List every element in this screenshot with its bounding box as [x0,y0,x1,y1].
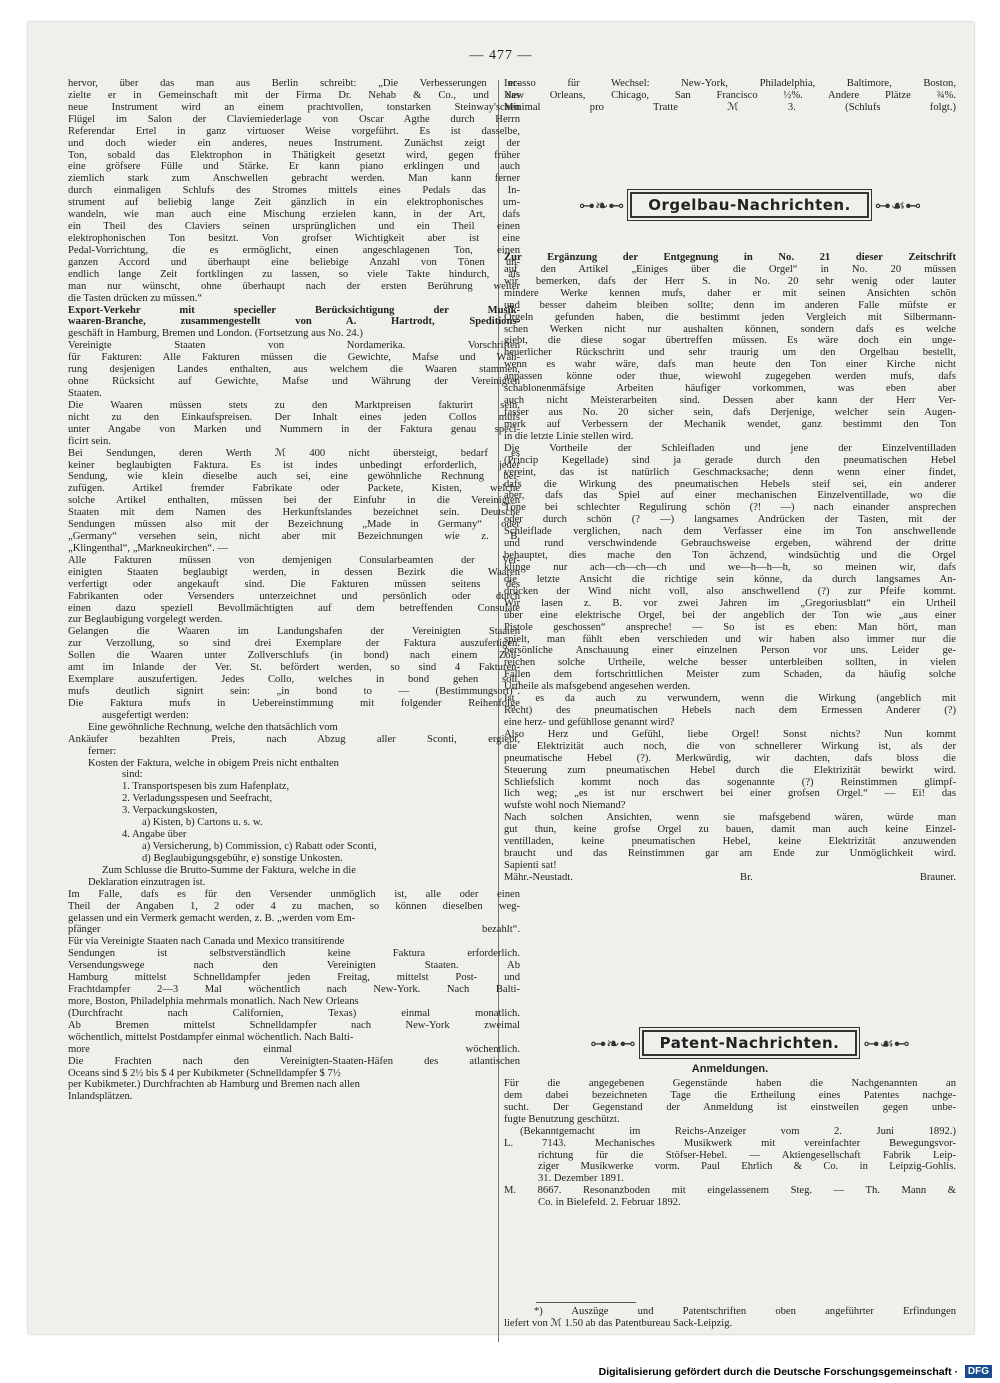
text-line: Pedal-Vorrichtung, die es ermöglicht, einen angeschlagenen Ton, einen [68,244,520,256]
text-line: liefert von ℳ 1.50 ab das Patentbureau Sack-Leipzig. [504,1317,733,1329]
text-line: zufügen. Artikel fremder Fabrikate oder Packete, Kisten, welche [68,483,520,495]
text-line: Eine gewöhnliche Rechnung, welche den thatsächlich vom [88,721,338,733]
text-line: anpassen könne oder thue, wiewohl zugegeben werden mufs, dafs [504,371,956,383]
text-line: ziemlich stark zum Anschwellen gebracht werden. Man kann ferner [68,173,520,185]
text-line: (Bekanntgemacht im Reichs-Anzeiger vom 2. Juni 1892.) [520,1125,956,1137]
text-line: durch einmaligen Schlufs des Stromes mittels eines Pedals das In- [68,185,520,197]
text-line: amt im Inlande der Ver. St. befördert werden, so sind 4 Fakturen- [68,662,520,674]
text-line: wandeln, wie man auch eine Mischung erzielen kann, in der Art, dafs [68,209,520,221]
text-line: 3. Verpackungskosten, [122,805,218,817]
text-line: Recht) des pneumatischen Hebels nach dem Ermessen Anderer (?) [504,705,956,717]
text-line: Mähr.-Neustadt. Br. Brauner. [504,871,956,883]
text-line: neue Instrument wird an einem prachtvollen, tonstarken Steinway'schen [68,101,520,113]
text-line: fasser aus No. 20 sicher sein, dafs Derjenige, welcher sein Augen- [504,406,956,418]
text-line: Schliefslich kommt noch das sogenannte (?) Reinstimmen glimpf- [504,776,956,788]
text-line: schen Werken nicht nur aushalten können, sondern dafs es welche [504,323,956,335]
footnote-divider [536,1302,636,1303]
ornament-right-icon: ⊶☙⊷ [874,195,922,215]
text-line: 1. Transportspesen bis zum Hafenplatz, [122,781,290,793]
orgelbau-article [504,252,956,884]
text-line: *) Auszüge und Patentschriften oben angeführter Erfindungen [534,1306,956,1317]
text-line: wenn es wahr wäre, dafs man heute den Ton einer Kirche nicht [504,359,956,371]
text-line: auch nicht Meisterarbeiten sind. Dessen aber kann der Herr Ver- [504,395,956,407]
text-line: giebt, die diese sogar übertreffen müssen. Es wäre doch ein unge- [504,335,956,347]
left-column [68,78,520,1103]
text-line: Für via Vereinigte Staaten nach Canada und Mexico transitirende [68,936,345,948]
text-line: 31. Dezember 1891. [538,1173,624,1185]
text-line: dafs die Wirkung des pneumatischen Hebels steif sei, ein anderer [504,478,956,490]
text-line: Oceans sind $ 2½ bis $ 4 per Kubikmeter (Schnelldampfer $ 7½ [68,1067,341,1079]
text-line: waaren-Branche, zusammengestellt von A. Hartrodt, Speditions- [68,316,520,328]
text-line: solche Artikel enthalten, müssen bei der Einfuhr in die Vereinigten [68,495,520,507]
text-line: mufs deutlich signirt sein: „in bond to — (Bestimmungsort)“. [68,686,520,698]
text-line: Nach solchen Ansichten, wenn sie mafsgebend wären, würde man [504,812,956,824]
text-line: L. 7143. Mechanisches Musikwerk mit vereinfachter Bewegungsvor- [504,1137,956,1149]
text-line: a) Kisten, b) Cartons u. s. w. [142,817,263,829]
text-line: Hamburg mittelst Schnelldampfer jeden Freitag, mittelst Post- und [68,972,520,984]
text-line: Incasso für Wechsel: New-York, Philadelphia, Baltimore, Boston, [504,78,956,89]
text-line: zur Beglaubigung vorgelegt werden. [68,614,223,626]
text-line: Wir lasen z. B. vor zwei Jahren im „Gregoriusblatt“ ein Urtheil [504,597,956,609]
text-line: Export-Verkehr mit specieller Berücksichtigung der Musik- [68,304,520,316]
text-line: Die Waaren müssen stets zu den Marktpreisen fakturirt sein, [68,399,520,411]
page-number: — 477 — [469,48,533,63]
footer-credit: Digitalisierung gefördert durch die Deutsche Forschungsgemeinschaft · [598,1366,958,1378]
patent-heading-text: Patent-Nachrichten. [642,1030,858,1056]
text-line: more, Boston, Philadelphia mehrmals monatlich. Nach New Orleans [68,995,359,1007]
text-line: Pistole geschossen“ anspreche! — So ist es eben: Man hört, man [504,621,956,633]
text-line: auf den Artikel „Einiges über die Orgel“ in No. 20 müssen [504,263,956,275]
text-line: ventilladen, keine pneumatischen Hebel, keine Elektrizität anzuwenden [504,836,956,848]
text-line: M. 8667. Resonanzboden mit eingelassenem Steg. — Th. Mann & [504,1185,956,1197]
text-line: Staaten mit dem Namen des Herkunftslandes bezeichnet sein. Deutsche [68,507,520,519]
text-line: sind: [122,769,143,781]
text-line: drücken der Wind nicht voll, also anschwellend (?) zur Pfeife kommt. [504,585,956,597]
text-line: Alle Fakturen müssen von demjenigen Consularbeamten der Ver- [68,554,520,566]
text-line: dem dabei bezeichneten Tage die Ertheilung eines Patentes nachge- [504,1089,956,1101]
text-line: Zur Ergänzung der Entgegnung in No. 21 dieser Zeitschrift [504,252,956,263]
text-line: mindere Werke kennen mufs, daher er mit seinen Ansichten schön [504,287,956,299]
article-continuation [504,78,956,114]
text-line: Für die angegebenen Gegenstände haben die Nachgenannten an [504,1078,956,1089]
text-line: Urtheile als mafsgebend angesehen werden. [504,681,691,693]
text-line: wufste wohl noch Niemand? [504,800,626,812]
text-line: „Klingenthal“, „Markneukirchen“. — [68,542,229,554]
text-line: fugte Benutzung geschützt. [504,1113,620,1125]
text-line: vereint, das ist natürlich Geschmacksache; denn wenn einer findet, [504,466,956,478]
text-line: Die Frachten nach den Vereinigten-Staaten-Häfen des atlantischen [68,1055,520,1067]
text-line: Fabrikanten oder Versenders unterzeichnet und persönlich oder durch [68,590,520,602]
text-line: oder durch schön (? —) langsames Andrücken der Tasten, mit der [504,514,956,526]
text-line: Sendung, wie klein dieselbe auch sei, eine gewöhnliche Rechnung bei- [68,471,520,483]
text-line: Orgeln gefunden haben, die bestimmt jeden Vergleich mit Silbermann- [504,311,956,323]
text-line: d) Beglaubigungsgebühr, e) sonstige Unkosten. [142,852,343,864]
text-line: schablonenmäfsige Arbeiten häufiger vorkommen, was eben aber [504,383,956,395]
text-line: 4. Angabe über [122,829,187,841]
anmeldungen-subheading: Anmeldungen. [691,1063,769,1075]
text-line: einen dazu speziell Bevollmächtigten auf dem betreffenden Consulate [68,602,520,614]
text-line: braucht und das Reinstimmen gar am Ende zur Unmöglichkeit wird. [504,848,956,860]
text-line: Flügel im Salon der Claviemiederlage von Oscar Agthe durch Herrn [68,113,520,125]
text-line: spielt, man fühlt eben verschieden und wir haben also immer nur die [504,633,956,645]
text-line: heuerlicher Rückschritt und sehr traurig um den Orgelbau bestellt, [504,347,956,359]
text-line: aber, dafs das Spiel auf einer mechanischen Einzelventillade, wo die [504,490,956,502]
text-line: über eine elektrische Orgel, bei der angeblich der Ton wie „aus einer [504,609,956,621]
text-line: pfänger bezahlt“. [68,924,520,936]
text-line: zielte er in Gemeinschaft mit der Firma Dr. Nehab & Co., und das [68,89,520,101]
text-line: Steuerung zum pneumatischen Hebel durch die Elektrizität bewirkt wird. [504,764,956,776]
text-line: Ankäufer bezahlten Preis, nach Abzug aller Sconti, ergiebt, [68,733,520,745]
text-line: ziger Musikwerke vorm. Paul Ehrlich & Co. in Leipzig-Gohlis. [538,1161,956,1173]
text-line: Sendungen müssen also mit der Bezeichnung „Made in Germany“ oder [68,519,520,531]
text-line: Referendar Ertel in ganz virtuoser Weise vorgeführt. Es ist dasselbe, [68,125,520,137]
text-line: Ist es da auch zu verwundern, wenn die Wirkung (angeblich mit [504,693,956,705]
ornament-right-icon: ⊶☙⊷ [863,1033,910,1053]
orgelbau-heading [540,188,960,222]
newspaper-page [28,22,974,1334]
text-line: Zum Schlusse die Brutto-Summe der Faktura, welche in die [102,864,356,876]
text-line: klinge nur ach—ch—ch—ch und we—h—h—h, so meinen wir, dafs [504,561,956,573]
text-line: eine gröfsere Fülle und Stärke. Er kann piano erklingen und auch [68,161,520,173]
text-line: Versendungswege nach den Vereinigten Staaten. Ab [68,960,520,972]
text-line: Frachtdampfer 2—3 Mal wöchentlich nach New-York. Nach Balti- [68,984,520,996]
text-line: reichen solche Urtheile, welche besser unterbleiben sollten, in vielen [504,657,956,669]
text-line: nicht zu den Einkaufspreisen. Der Inhalt eines jeden Collos mufs [68,411,520,423]
text-line: Also Herz und Gefühl, liebe Orgel! Sonst nichts? Nun kommt [504,728,956,740]
text-line: Kosten der Faktura, welche in obigem Preis nicht enthalten [88,757,339,769]
text-line: Theil der Angaben 1, 2 oder 4 zu machen, so können dieselben weg- [68,900,520,912]
text-line: wöchentlich, mittelst Postdampfer einmal wöchentlich. Nach Balti- [68,1031,354,1043]
text-line: persönliche Anschauung einer einzelnen Person vor uns. Leider ge- [504,645,956,657]
text-line: und besser daheim bleiben sollte; denn im anderen Falle müfste er [504,299,956,311]
text-line: verfertigt oder angekauft sind. Die Fakturen müssen seitens des [68,578,520,590]
text-line: ein Theil des Claviers seinen ursprünglichen und ein Theil einen [68,221,520,233]
text-line: gut thun, keine grofse Orgel zu bauen, damit man auch keine Einzel- [504,824,956,836]
text-line: merk auf Verbessern der Mechanik wendet, ganz bestimmt den Ton [504,418,956,430]
text-line: more einmal wöchentlich. [68,1043,520,1055]
text-line: (Princip Kegellade) sind ja gerade durch den pneumatischen Hebel [504,454,956,466]
text-line: in die letzte Linie stellen wird. [504,430,634,442]
text-line: einigten Staaten beglaubigt werden, in dessen Bezirk die Waaren [68,566,520,578]
text-line: richtung für die Stöfser-Hebel. — Aktiengesellschaft Fabrik Leip- [538,1149,956,1161]
text-line: und doch wieder ein anderes, neues Instrument. Zunächst zeigt der [68,137,520,149]
text-line: strument auf beliebig lange Zeit gänzlich in ein elektrophonisches um- [68,197,520,209]
text-line: Ton, sobald das Elektrophon in Thätigkeit gesetzt wird, gegen früher [68,149,520,161]
text-line: Ab Bremen mittelst Schnelldampfer nach New-York zweimal [68,1019,520,1031]
text-line: Vereinigte Staaten von Nordamerika. Vorschriften [68,340,520,352]
text-line: New Orleans, Chicago, San Francisco ½%. Andere Plätze ¾%. [504,89,956,101]
text-line: gelassen und ein Vermerk gemacht werden, z. B. „werden vom Em- [68,912,356,924]
text-line: (Durchfracht nach Californien, Texas) einmal monatlich. [68,1007,520,1019]
text-line: Fällen dem fortschrittlichen Meister zum Schaden, da häufig solche [504,669,956,681]
text-line: Co. in Bielefeld. 2. Februar 1892. [538,1197,681,1209]
text-line: eine herz- und gefühllose genannt wird? [504,716,675,728]
text-line: a) Versicherung, b) Commission, c) Rabatt oder Sconti, [142,841,377,852]
dfg-logo: DFG [965,1365,992,1378]
text-line: pneumatische Hebel (?). Merkwürdig, wir dachten, dafs bloss die [504,752,956,764]
text-line: Sollen die Waaren unter Zollverschlufs (in bond) nach einem Zoll- [68,650,520,662]
text-line: Die Faktura mufs in Uebereinstimmung mit folgender Reihenfolge [68,697,520,709]
text-line: Gelangen die Waaren im Landungshafen der Vereinigten Staaten [68,626,520,638]
text-line: Staaten. [68,387,102,399]
footnote [504,1306,956,1330]
text-line: Töne bei schlechter Regulirung schön (?! —) nach einander ansprechen [504,502,956,514]
text-line: endlich lange Zeit fortklingen zu lassen, so viele Takte hindurch, als [68,268,520,280]
text-line: Inlandsplätzen. [68,1091,133,1103]
text-line: sucht. Der Gegenstand der Anmeldung ist einstweilen gegen unbe- [504,1101,956,1113]
text-line: Deklaration einzutragen ist. [88,876,206,888]
text-line: die Tasten drücken zu müssen.“ [68,292,203,304]
patent-article [504,1078,956,1209]
text-line: Bei Sendungen, deren Werth ℳ 400 nicht übersteigt, bedarf es [68,447,520,459]
patent-heading [540,1026,960,1060]
text-line: per Kubikmeter.) Durchfrachten ab Hamburg und Bremen nach allen [68,1079,360,1091]
text-line: die letzte Ansicht die richtige sein könne, da durch langsames An- [504,573,956,585]
text-line: Schleiflade verglichen, nach dem Verfasser eine im Ton anschwellende [504,526,956,538]
text-line: geschäft in Hamburg, Bremen und London. (Fortsetzung aus No. 24.) [68,328,363,340]
text-line: rung desjenigen Landes enthalten, aus welchem die Waaren stammen, [68,364,520,376]
text-line: Sendungen ist selbstverständlich keine Faktura erforderlich. [68,948,520,960]
text-line: elektrophonischen Ton besitzt. Von grofser Wichtigkeit aber ist eine [68,232,520,244]
text-line: für Fakturen: Alle Fakturen müssen die Gewichte, Mafse und Wäh- [68,352,520,364]
text-line: ausgefertigt werden: [102,709,189,721]
text-line: Sapienti sat! [504,860,557,872]
text-line: die Elektrizität auch noch, die von schnellerer Wirkung ist, als der [504,740,956,752]
text-line: lich weg; „es ist nur erschwert bei einer grofsen Orgel.“ — Ei! das [504,788,956,800]
orgelbau-heading-text: Orgelbau-Nachrichten. [630,192,869,218]
text-line: ferner: [88,745,117,757]
text-line: unter Angabe von Marken und Nummern in der Faktura genau speci- [68,423,520,435]
text-line: Minimal pro Tratte ℳ 3. (Schlufs folgt.) [504,101,956,113]
ornament-left-icon: ⊶❧⊷ [578,195,625,215]
text-line: Die Vortheile der Schleifladen und jene der Einzelventilladen [504,442,956,454]
text-line: zur Verzollung, so sind drei Exemplare der Faktura auszufertigen. [68,638,520,650]
ornament-left-icon: ⊶❧⊷ [590,1033,636,1053]
text-line: hervor, über das man aus Berlin schreibt: „Die Verbesserungen er- [68,78,520,89]
text-line: behauptet, dies mache den Ton ächzend, windsüchtig und die Orgel [504,550,956,562]
text-line: keiner beglaubigten Faktura. Es ist indes unbedingt erforderlich, jeder [68,459,520,471]
text-line: ficirt sein. [68,435,111,447]
text-line: und rund verschwindende Gebrauchsweise ergeben, während der dritte [504,538,956,550]
text-line: Im Falle, dafs es für den Versender unmöglich ist, alle oder einen [68,888,520,900]
text-line: ohne Rücksicht auf Gewichte, Mafse und Währung der Vereinigten [68,376,520,388]
text-line: 2. Verladungsspesen und Seefracht, [122,793,273,805]
text-line: wir bemerken, dafs der Herr S. in No. 20 sehr wenig oder lauter [504,275,956,287]
text-line: Exemplare auszufertigen. Jedes Collo, welches in bond gehen soll, [68,674,520,686]
text-line: ganzen Accord und überhaupt eine beliebige Anzahl von Tönen un- [68,256,520,268]
text-line: „Germany“ versehen sein, nicht aber mit Bezeichnungen wie z. B. [68,531,520,543]
text-line: man nur wünscht, ohne überhaupt nach der ersten Berührung weiter [68,280,520,292]
